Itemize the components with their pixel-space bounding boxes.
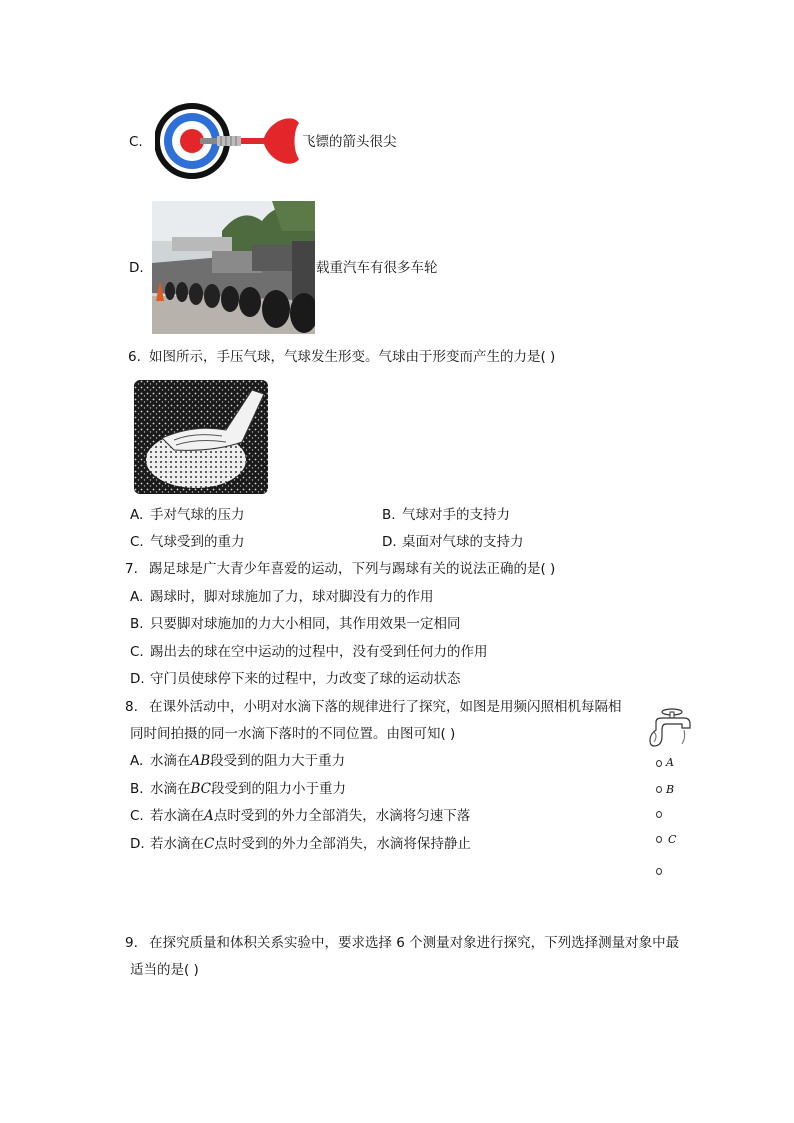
drop-mid <box>656 811 662 818</box>
q8-option-a-post: 段受到的阻力大于重力 <box>210 753 346 769</box>
drop-label-b: B <box>666 783 675 796</box>
drop-a <box>656 760 662 767</box>
q8-option-a-letter: A. <box>130 753 144 769</box>
option-d-text: 载重汽车有很多车轮 <box>316 260 438 276</box>
q8-option-b-var: BC <box>190 781 212 797</box>
q7-number: 7. <box>125 561 138 577</box>
q6-option-a-letter: A. <box>130 507 144 523</box>
q9-stem-line2: 适当的是( ) <box>130 962 199 978</box>
q8-option-b-pre: 水滴在 <box>150 781 191 797</box>
q6-option-d-letter: D. <box>382 534 397 550</box>
q8-option-c-pre: 若水滴在 <box>150 808 204 824</box>
drop-last <box>656 868 662 875</box>
q7-option-b-text: 只要脚对球施加的力大小相同，其作用效果一定相同 <box>150 616 461 632</box>
q8-option-a-var: AB <box>190 753 211 769</box>
q6-stem: 如图所示，手压气球，气球发生形变。气球由于形变而产生的力是( ) <box>149 349 556 365</box>
dart-target-icon <box>155 99 301 183</box>
q8-option-a-pre: 水滴在 <box>150 753 191 769</box>
truck-photo <box>152 201 315 334</box>
faucet-icon <box>648 706 694 754</box>
q7-option-c-letter: C. <box>130 644 144 660</box>
q6-number: 6. <box>128 349 141 365</box>
q6-option-c-text: 气球受到的重力 <box>150 534 245 550</box>
q6-option-b-text: 气球对手的支持力 <box>402 507 510 523</box>
option-d-letter: D. <box>129 260 144 276</box>
q8-number: 8. <box>125 699 138 715</box>
drop-b <box>656 786 662 793</box>
q8-option-a <box>150 752 345 770</box>
q6-option-c-letter: C. <box>130 534 144 550</box>
balloon-press-photo <box>134 380 268 494</box>
q8-option-d-var: C <box>204 836 215 852</box>
q6-option-a-text: 手对气球的压力 <box>150 507 245 523</box>
q8-option-d <box>150 835 471 853</box>
drop-c <box>656 836 662 843</box>
q8-option-c-var: A <box>204 808 214 824</box>
q8-option-d-pre: 若水滴在 <box>150 836 204 852</box>
q8-option-b-letter: B. <box>130 781 144 797</box>
q8-stem-line1: 在课外活动中，小明对水滴下落的规律进行了探究，如图是用频闪照相机每隔相 <box>149 699 622 715</box>
q7-option-b-letter: B. <box>130 616 144 632</box>
q8-option-c <box>150 807 470 825</box>
q7-option-d-letter: D. <box>130 671 145 687</box>
q6-option-d-text: 桌面对气球的支持力 <box>402 534 524 550</box>
option-c-letter: C. <box>129 134 143 150</box>
option-c-text: 飞镖的箭头很尖 <box>302 134 397 150</box>
drop-label-a: A <box>666 756 674 769</box>
q7-stem: 踢足球是广大青少年喜爱的运动，下列与踢球有关的说法正确的是( ) <box>149 561 556 577</box>
q8-option-b <box>150 780 346 798</box>
q7-option-a-text: 踢球时，脚对球施加了力，球对脚没有力的作用 <box>150 589 434 605</box>
q8-option-d-post: 点时受到的外力全部消失，水滴将保持静止 <box>214 836 471 852</box>
q7-option-c-text: 踢出去的球在空中运动的过程中，没有受到任何力的作用 <box>150 644 488 660</box>
q8-option-d-letter: D. <box>130 836 145 852</box>
q9-stem-line1: 在探究质量和体积关系实验中，要求选择 6 个测量对象进行探究，下列选择测量对象中最 <box>149 935 680 951</box>
q8-option-c-post: 点时受到的外力全部消失，水滴将匀速下落 <box>213 808 471 824</box>
q6-option-b-letter: B. <box>382 507 396 523</box>
drop-label-c: C <box>668 833 677 846</box>
q8-option-b-post: 段受到的阻力小于重力 <box>211 781 347 797</box>
q8-stem-line2: 同时间拍摄的同一水滴下落时的不同位置。由图可知( ) <box>130 726 456 742</box>
q8-option-c-letter: C. <box>130 808 144 824</box>
q7-option-d-text: 守门员使球停下来的过程中，力改变了球的运动状态 <box>150 671 461 687</box>
q9-number: 9. <box>125 935 138 951</box>
q7-option-a-letter: A. <box>130 589 144 605</box>
